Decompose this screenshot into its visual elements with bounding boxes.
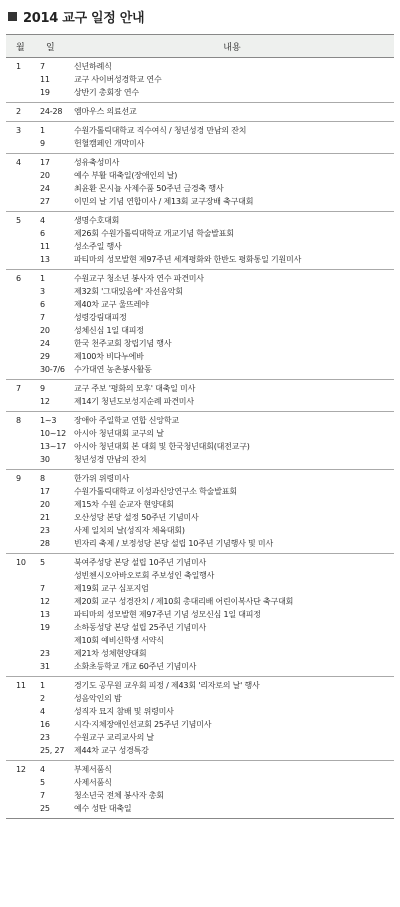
event-text: 성직자 묘지 참배 및 위령미사 [74, 707, 174, 716]
header-content: 내용 [70, 35, 394, 58]
month-group-row [6, 270, 394, 380]
event-text: 소하동성당 본당 설립 25주년 기념미사 [74, 623, 207, 632]
event-day: 13 [40, 610, 50, 619]
event-day [40, 569, 70, 582]
event-day: 19 [40, 623, 50, 632]
event-day: 29 [40, 352, 50, 361]
content-cell [70, 212, 394, 270]
event-day: 9 [40, 384, 45, 393]
month-cell: 3 [6, 122, 36, 154]
event-day: 1 [40, 274, 45, 283]
event-text: 성빈첸시오아바오로회 주보성인 축일행사 [74, 571, 215, 580]
content-cell [70, 761, 394, 819]
event-day: 6 [40, 229, 45, 238]
content-cell [70, 412, 394, 470]
event-day: 13~17 [40, 442, 67, 451]
event-text: 한국 천주교회 창립기념 행사 [74, 339, 172, 348]
day-cell [36, 554, 70, 677]
day-cell [36, 380, 70, 412]
event-day: 5 [40, 778, 45, 787]
event-text: 아시아 청년대회 본 대회 및 한국청년대회(대전교구) [74, 442, 250, 451]
month-group-row [6, 122, 394, 154]
header-day: 일 [36, 35, 70, 58]
content-cell [70, 103, 394, 122]
event-day: 25 [40, 804, 50, 813]
event-text: 성음악인의 밤 [74, 694, 122, 703]
event-text: 아시아 청년대회 교구의 날 [74, 429, 164, 438]
event-day: 24 [40, 339, 50, 348]
event-day: 21 [40, 513, 50, 522]
event-day: 31 [40, 662, 50, 671]
event-day: 28 [40, 539, 50, 548]
event-day: 12 [40, 397, 50, 406]
day-cell [36, 58, 70, 103]
event-text: 상반기 총회장 연수 [74, 88, 139, 97]
event-day: 17 [40, 487, 50, 496]
event-text: 교구 사이버성경학교 연수 [74, 75, 162, 84]
event-text: 경기도 공무원 교우회 피정 / 제43회 '리자로의 날' 행사 [74, 681, 260, 690]
event-day [40, 634, 70, 647]
event-text: 파티마의 성모발현 제97주년 기념 성모신심 1일 대피정 [74, 610, 261, 619]
event-text: 제40차 교구 울뜨레야 [74, 300, 149, 309]
event-day: 4 [40, 707, 45, 716]
event-day: 24-28 [40, 107, 63, 116]
content-cell [70, 380, 394, 412]
event-text: 시각·지체장애인선교회 25주년 기념미사 [74, 720, 212, 729]
event-text: 오산성당 본당 설정 50주년 기념미사 [74, 513, 199, 522]
event-text: 부제서품식 [74, 765, 112, 774]
event-day: 10~12 [40, 429, 67, 438]
event-day: 11 [40, 242, 50, 251]
month-cell: 7 [6, 380, 36, 412]
event-text: 파티마의 성모발현 제97주년 세계평화와 한반도 평화통일 기원미사 [74, 255, 302, 264]
month-cell: 2 [6, 103, 36, 122]
month-group-row [6, 103, 394, 122]
event-text: 제20회 교구 성경잔치 / 제10회 총대리배 어린이복사단 축구대회 [74, 597, 294, 606]
day-cell [36, 470, 70, 554]
month-cell: 12 [6, 761, 36, 819]
event-day: 7 [40, 584, 45, 593]
event-text: 사제 일치의 날(성직자 체육대회) [74, 526, 185, 535]
event-day: 3 [40, 287, 45, 296]
schedule-body [6, 58, 394, 819]
event-day: 17 [40, 158, 50, 167]
event-text: 성소주일 행사 [74, 242, 122, 251]
day-cell [36, 270, 70, 380]
day-cell [36, 677, 70, 761]
event-day: 12 [40, 597, 50, 606]
event-text: 제32회 '그대있음에' 자선음악회 [74, 287, 183, 296]
event-day: 7 [40, 62, 45, 71]
month-group-row [6, 470, 394, 554]
event-text: 성령강림대피정 [74, 313, 127, 322]
month-group-row [6, 412, 394, 470]
month-cell: 11 [6, 677, 36, 761]
content-cell [70, 58, 394, 103]
event-text: 예수 부활 대축일(장애인의 날) [74, 171, 178, 180]
event-day: 1 [40, 681, 45, 690]
event-text: 헌혈캠페인 개막미사 [74, 139, 145, 148]
content-cell [70, 554, 394, 677]
event-day: 25, 27 [40, 746, 65, 755]
event-text: 제100차 비다누에바 [74, 352, 144, 361]
event-text: 신년하례식 [74, 62, 112, 71]
event-day: 4 [40, 765, 45, 774]
event-day: 7 [40, 313, 45, 322]
event-text: 수원교구 청소년 봉사자 연수 파견미사 [74, 274, 204, 283]
event-text: 이민의 날 기념 연합미사 / 제13회 교구장배 축구대회 [74, 197, 254, 206]
event-text: 예수 성탄 대축일 [74, 804, 132, 813]
event-day: 20 [40, 171, 50, 180]
event-text: 성유축성미사 [74, 158, 120, 167]
event-text: 장애아 주일학교 연합 신앙학교 [74, 416, 179, 425]
event-text: 교구 주보 '평화의 모후' 대축일 미사 [74, 384, 196, 393]
event-text: 수가대연 농촌봉사활동 [74, 365, 152, 374]
event-text: 엠마우스 의료선교 [74, 107, 137, 116]
event-day: 16 [40, 720, 50, 729]
schedule-table [6, 34, 394, 819]
month-cell: 6 [6, 270, 36, 380]
event-day: 4 [40, 216, 45, 225]
event-day: 8 [40, 474, 45, 483]
month-cell: 9 [6, 470, 36, 554]
event-day: 27 [40, 197, 50, 206]
month-group-row [6, 761, 394, 819]
month-group-row [6, 554, 394, 677]
month-cell: 4 [6, 154, 36, 212]
month-group-row [6, 154, 394, 212]
month-group-row [6, 58, 394, 103]
day-cell [36, 103, 70, 122]
page-title [8, 7, 144, 25]
content-cell [70, 270, 394, 380]
content-cell [70, 677, 394, 761]
event-day: 20 [40, 500, 50, 509]
event-text: 성체신심 1일 대피정 [74, 326, 144, 335]
event-day: 19 [40, 88, 50, 97]
event-day: 6 [40, 300, 45, 309]
header-month: 월 [6, 35, 36, 58]
month-group-row [6, 677, 394, 761]
event-text: 제44차 교구 성경특강 [74, 746, 149, 755]
event-day: 5 [40, 558, 45, 567]
day-cell [36, 212, 70, 270]
event-day: 13 [40, 255, 50, 264]
day-cell [36, 122, 70, 154]
event-text: 소화초등학교 개교 60주년 기념미사 [74, 662, 197, 671]
table-header-row [6, 35, 394, 58]
month-group-row [6, 380, 394, 412]
month-group-row [6, 212, 394, 270]
event-day: 20 [40, 326, 50, 335]
title-square-icon [8, 12, 17, 21]
day-cell [36, 761, 70, 819]
event-text: 수원가톨릭대학교 이성과신앙연구소 학술발표회 [74, 487, 237, 496]
event-text: 제21차 성체현양대회 [74, 649, 147, 658]
event-day: 23 [40, 733, 50, 742]
event-text: 최윤환 몬시뇰 사제수품 50주년 금경축 행사 [74, 184, 224, 193]
event-text: 제14기 청년도보성지순례 파견미사 [74, 397, 194, 406]
month-cell: 8 [6, 412, 36, 470]
event-text: 청년성경 만남의 잔치 [74, 455, 147, 464]
event-text: 사제서품식 [74, 778, 112, 787]
event-text: 수원교구 교리교사의 날 [74, 733, 154, 742]
page-title-text: 2014 교구 일정 안내 [23, 10, 145, 26]
event-day: 23 [40, 526, 50, 535]
event-text: 한가위 위령미사 [74, 474, 130, 483]
event-text: 제19회 교구 심포지엄 [74, 584, 149, 593]
event-text: 수원가톨릭대학교 직수여식 / 청년성경 만남의 잔치 [74, 126, 247, 135]
content-cell [70, 122, 394, 154]
event-text: 제10회 예비신학생 서약식 [74, 636, 164, 645]
event-text: 빈자리 축제 / 보정성당 본당 설립 10주년 기념행사 및 미사 [74, 539, 273, 548]
content-cell [70, 154, 394, 212]
event-text: 청소년국 전체 봉사자 총회 [74, 791, 164, 800]
month-cell: 1 [6, 58, 36, 103]
event-day: 2 [40, 694, 45, 703]
event-text: 북여주성당 본당 설립 10주년 기념미사 [74, 558, 207, 567]
event-day: 30 [40, 455, 50, 464]
event-day: 23 [40, 649, 50, 658]
day-cell [36, 412, 70, 470]
event-day: 1~3 [40, 416, 57, 425]
event-day: 1 [40, 126, 45, 135]
content-cell [70, 470, 394, 554]
event-day: 7 [40, 791, 45, 800]
month-cell: 5 [6, 212, 36, 270]
event-day: 30-7/6 [40, 365, 65, 374]
event-text: 제26회 수원가톨릭대학교 개교기념 학술발표회 [74, 229, 234, 238]
event-day: 11 [40, 75, 50, 84]
event-day: 9 [40, 139, 45, 148]
event-text: 제15차 수원 순교자 현양대회 [74, 500, 174, 509]
event-text: 생명수호대회 [74, 216, 120, 225]
day-cell [36, 154, 70, 212]
event-day: 24 [40, 184, 50, 193]
month-cell: 10 [6, 554, 36, 677]
